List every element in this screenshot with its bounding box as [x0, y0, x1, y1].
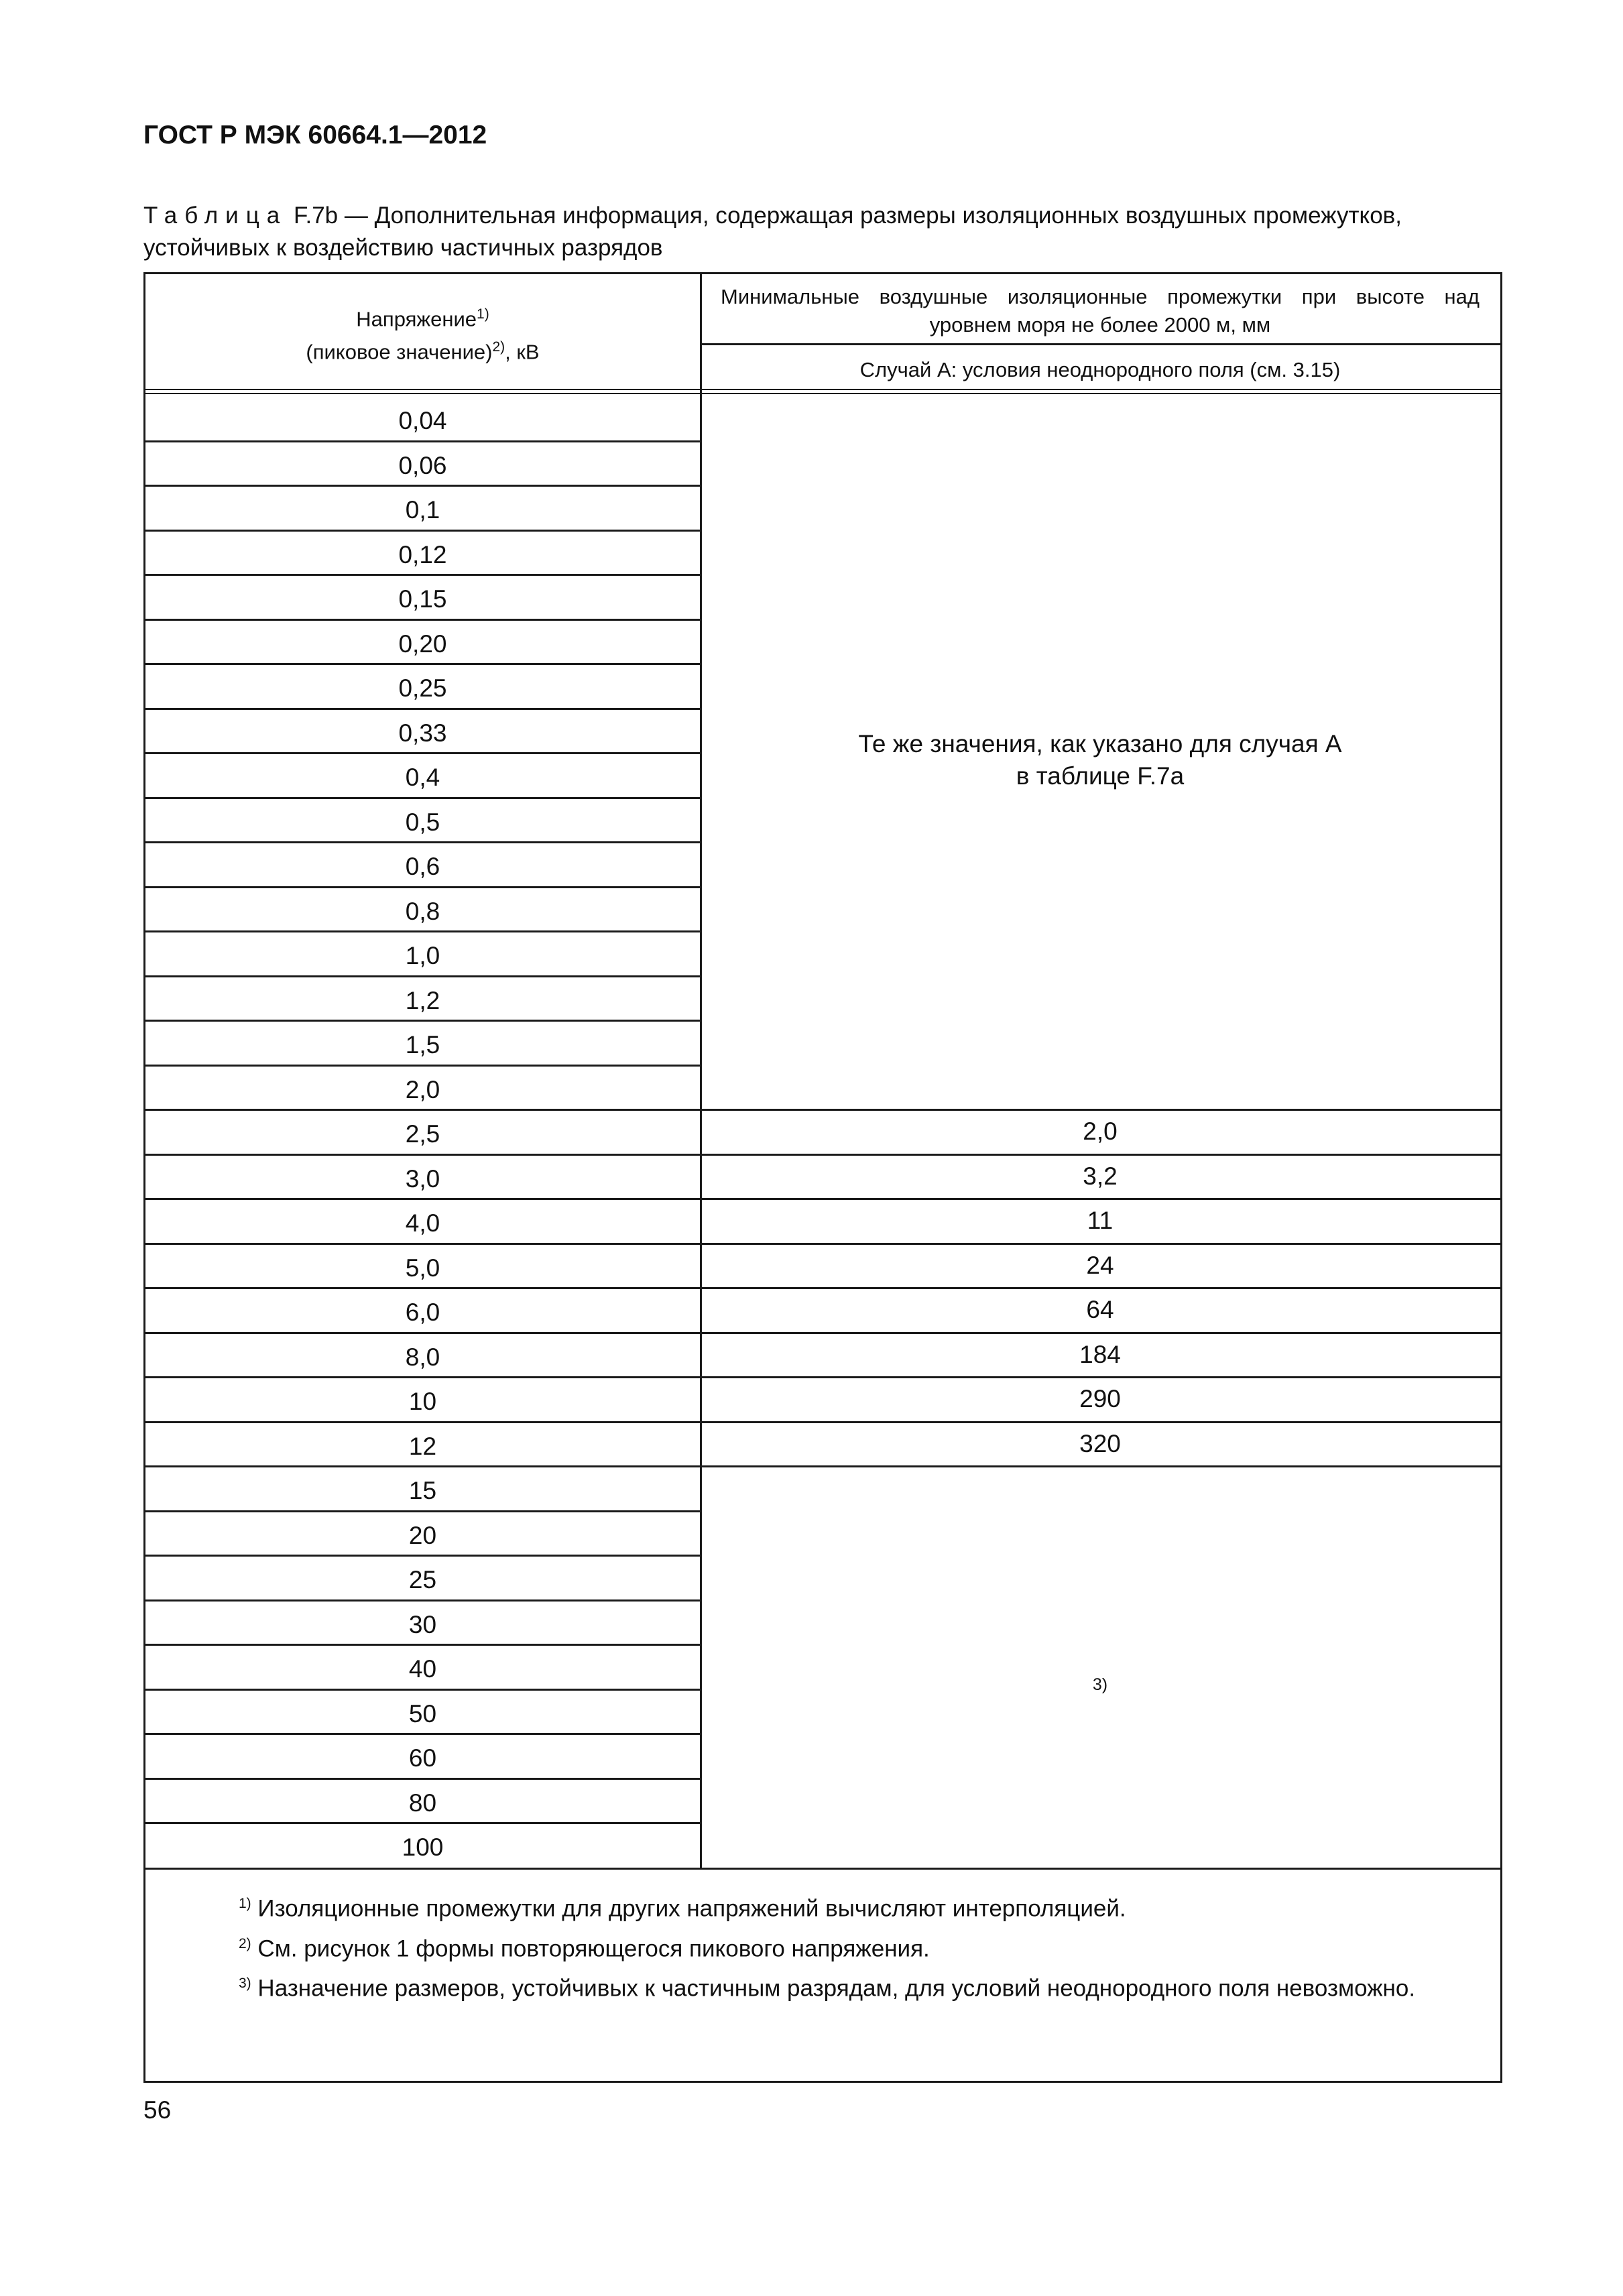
voltage-cell: 1,0: [405, 942, 440, 970]
clearance-cell: 24: [1086, 1251, 1114, 1279]
voltage-cell: 20: [408, 1521, 437, 1549]
voltage-cell: 15: [408, 1477, 437, 1505]
clearance-cell: 3,2: [1083, 1162, 1118, 1190]
voltage-cell: 40: [408, 1655, 437, 1683]
same-values-line2: в таблице F.7a: [1016, 762, 1185, 790]
caption-text: F.7b — Дополнительная информация, содержащая размеры изоляционных воздушных промежутков, устойчивых к воздействию частичных разрядов: [143, 202, 1402, 261]
voltage-cell: 0,1: [405, 496, 440, 524]
footnote-2: $^{2)}$ См. рисунок 1 формы повторяющегося пикового напряжения.: [239, 1935, 930, 1962]
voltage-cell: 6,0: [405, 1298, 440, 1327]
header-double-line-1: [145, 389, 1500, 390]
clearance-cell: 184: [1079, 1340, 1121, 1368]
voltage-cell: 0,8: [405, 897, 440, 925]
row-divider-right: [700, 1465, 1500, 1467]
column-divider: [700, 274, 702, 1868]
voltage-cell: 0,04: [398, 407, 447, 435]
voltage-cell: 12: [408, 1432, 437, 1460]
voltage-cell: 2,5: [405, 1120, 440, 1148]
voltage-cell: 25: [408, 1566, 437, 1594]
document-header: ГОСТ Р МЭК 60664.1—2012: [143, 121, 487, 149]
clearance-cell: 2,0: [1083, 1117, 1118, 1146]
clearance-header: Минимальные воздушные изоляционные промежутки при высоте над уровнем моря не более 2000 м, мм: [721, 285, 1480, 337]
voltage-cell: 0,15: [398, 585, 447, 613]
voltage-cell: 5,0: [405, 1254, 440, 1282]
voltage-cell: 1,2: [405, 986, 440, 1014]
page-number: 56: [143, 2096, 172, 2124]
body-bottom-line: [145, 1868, 1500, 1870]
voltage-cell: 0,5: [405, 808, 440, 836]
clearance-cell: 64: [1086, 1296, 1114, 1324]
voltage-cell: 8,0: [405, 1343, 440, 1371]
header-divider: [700, 343, 1500, 345]
voltage-cell: 4,0: [405, 1209, 440, 1237]
voltage-cell: 80: [408, 1789, 437, 1817]
voltage-cell: 0,25: [398, 674, 447, 703]
same-values-line1: Те же значения, как указано для случая А: [858, 729, 1342, 758]
footnote-ref-3: 3): [1092, 1675, 1108, 1694]
voltage-cell: 100: [402, 1833, 444, 1862]
voltage-cell: 1,5: [405, 1031, 440, 1059]
voltage-cell: 0,4: [405, 764, 440, 792]
case-a-header: Случай А: условия неоднородного поля (см. 3.15): [859, 358, 1341, 381]
clearance-cell: 11: [1087, 1207, 1114, 1235]
voltage-cell: 60: [408, 1744, 437, 1772]
voltage-header-line1: Напряжение$^{1)}$: [356, 306, 489, 330]
voltage-header-line2: (пиковое значение)$^{2)}$, кВ: [306, 339, 540, 364]
header-double-line-2: [145, 393, 1500, 394]
voltage-cell: 50: [408, 1699, 437, 1728]
same-values-note: [702, 396, 1498, 1124]
footnote-1: $^{1)}$ Изоляционные промежутки для других напряжений вычисляют интерполяцией.: [239, 1895, 1126, 1922]
voltage-cell: 10: [408, 1388, 437, 1416]
voltage-cell: 3,0: [405, 1164, 440, 1193]
voltage-cell: 0,33: [398, 719, 447, 747]
voltage-cell: 0,12: [398, 540, 447, 568]
table-footnotes: [147, 1886, 1498, 2006]
voltage-cell: 0,20: [398, 629, 447, 658]
voltage-header: [145, 274, 700, 392]
voltage-cell: 0,6: [405, 853, 440, 881]
table-caption: [143, 200, 1501, 264]
caption-label: Таблица: [143, 202, 288, 229]
footnote-3: $^{3)}$ Назначение размеров, устойчивых к частичным разрядам, для условий неоднородного поля невозможно.: [239, 1975, 1416, 2002]
clearance-cell: 290: [1079, 1385, 1121, 1413]
voltage-cell: 2,0: [405, 1075, 440, 1103]
voltage-cell: 0,06: [398, 451, 447, 479]
clearance-table: [143, 272, 1502, 2083]
clearance-cell: 320: [1079, 1429, 1121, 1457]
voltage-cell: 30: [408, 1610, 437, 1638]
